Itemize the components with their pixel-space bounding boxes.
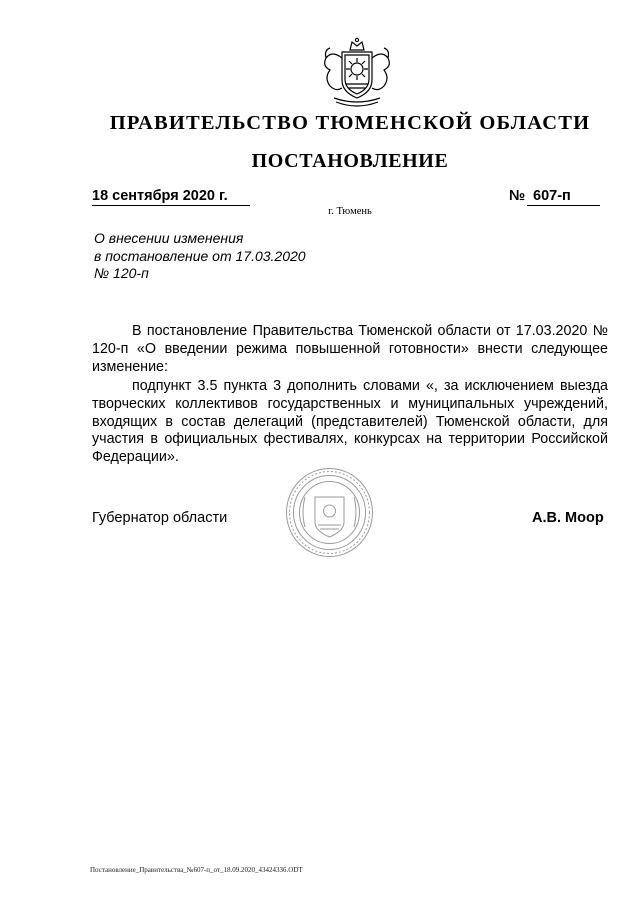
subject-line: в постановление от 17.03.2020 [94, 247, 306, 264]
number-value: 607-п [527, 188, 600, 206]
signer-name: А.В. Моор [532, 510, 604, 526]
document-date: 18 сентября 2020 г. [92, 188, 250, 206]
number-sign: № [509, 188, 526, 204]
subject-line: О внесении изменения [94, 230, 244, 246]
footer-filename: Постановление_Правительства_№607-п_от_18.09.2020_43424336.ODT [90, 866, 303, 874]
body-paragraph: подпункт 3.5 пункта 3 дополнить словами «, за исключением выезда творческих коллективов государственных и муниципальных учреждений, входящих в состав делегаций (представителей) Тюменской области, для участия в официальных фестивалях, конкурсах на территории Российской Федерации». [92, 378, 608, 466]
signer-role: Губернатор области [92, 510, 228, 526]
body-paragraph: В постановление Правительства Тюменской области от 17.03.2020 № 120-п «О введении режима повышенной готовности» внести следующее изменение: [92, 323, 608, 375]
government-title: ПРАВИТЕЛЬСТВО ТЮМЕНСКОЙ ОБЛАСТИ [109, 112, 591, 134]
document-number [509, 188, 604, 206]
document-type: ПОСТАНОВЛЕНИЕ [251, 150, 449, 172]
official-seal-icon [285, 467, 374, 558]
city-label: г. Тюмень [328, 206, 372, 217]
document-subject [94, 230, 394, 283]
subject-line: № 120-п [94, 265, 149, 282]
coat-of-arms-icon [312, 36, 402, 110]
